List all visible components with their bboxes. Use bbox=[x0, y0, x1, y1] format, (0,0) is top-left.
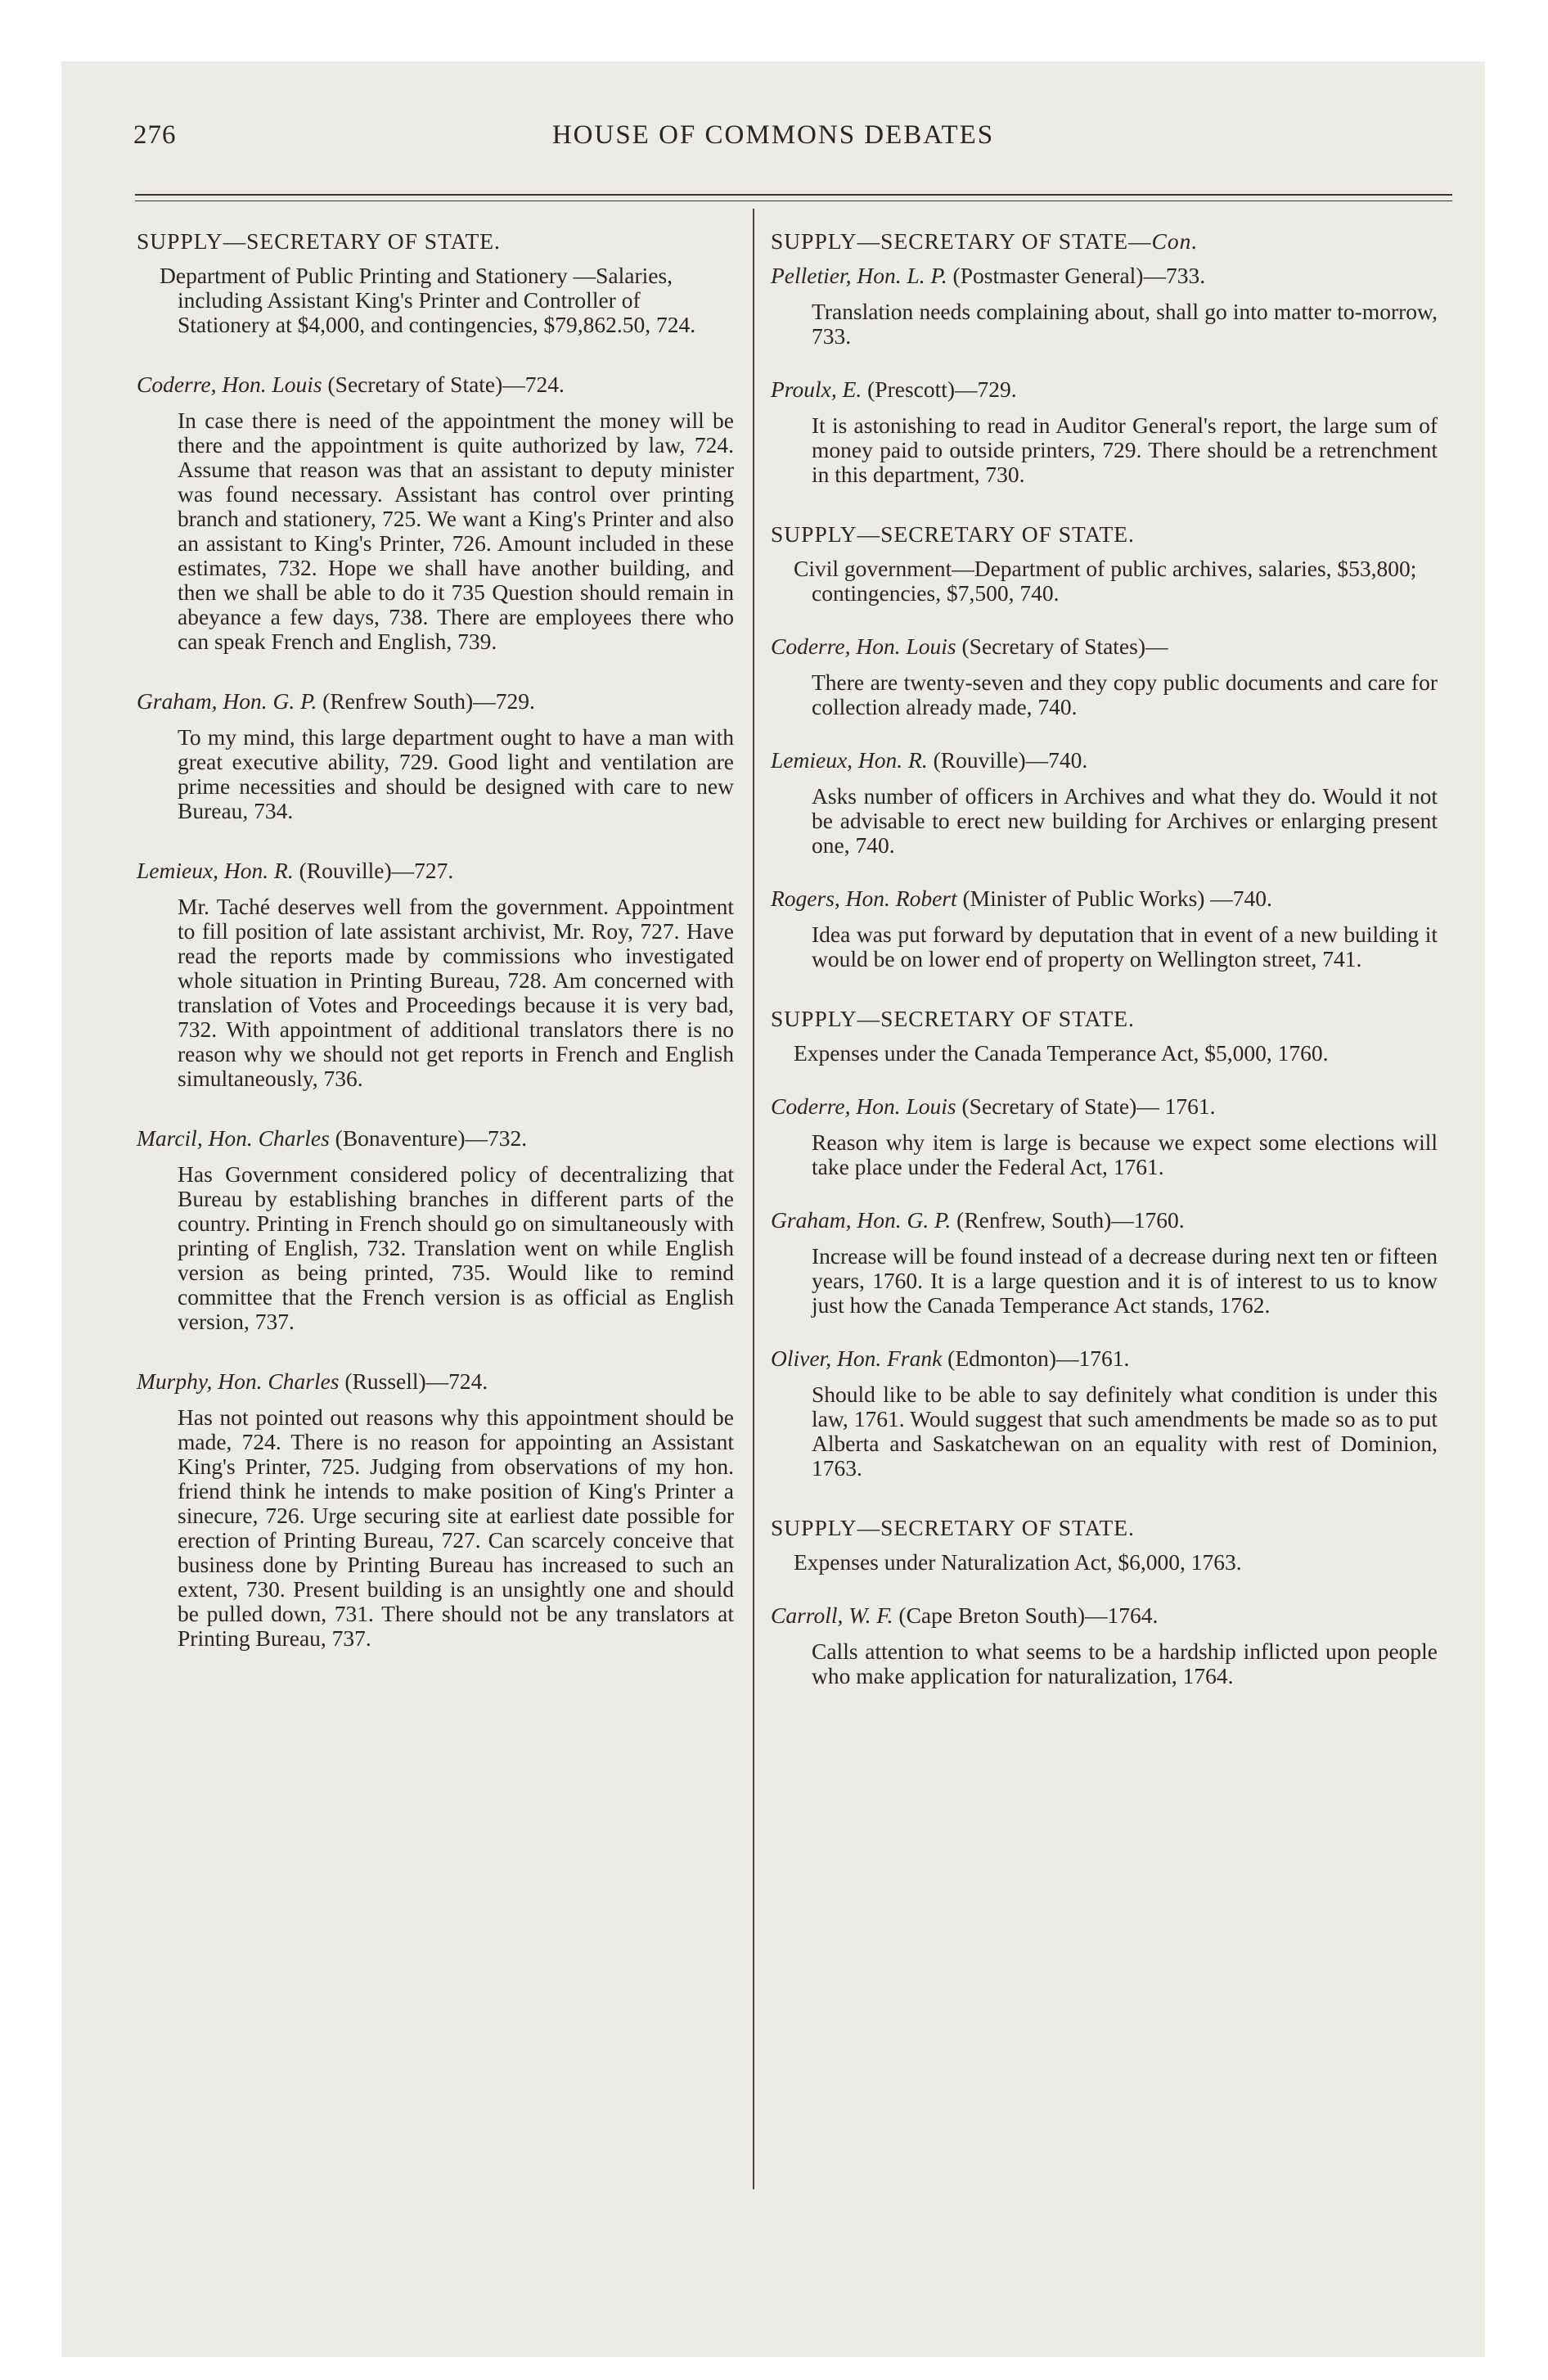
speaker-entry bbox=[771, 886, 1438, 971]
speaker-name: Proulx, E. bbox=[771, 376, 862, 402]
section-body: Expenses under the Canada Temperance Act, $5,000, 1760. bbox=[794, 1040, 1329, 1066]
section-heading: SUPPLY—SECRETARY OF STATE. bbox=[771, 1006, 1135, 1031]
speaker-entry bbox=[771, 377, 1438, 487]
speech-summary: Has not pointed out reasons why this appointment should be made, 724. There is no reason for appointing an Assistant King's Printer, 725. Judging from observations of my hon. friend think he intends to make position of King's Printer a sinecure, 726. Urge securing site at earliest date possible for erection of Printing Bureau, 727. Can scarcely conceive that business done by Printing Bureau has increased to such an extent, 730. Present building is an unsightly one and should be pulled down, 731. There should not be any translators at Printing Bureau, 737. bbox=[178, 1404, 734, 1651]
speaker-entry bbox=[137, 1126, 734, 1334]
speech-summary: In case there is need of the appointment the money will be there and the appointment is quite authorized by law, 724. Assume that reason was that an assistant to deputy minister was found necessary. Assistant has control over printing branch and stationery, 725. We want a King's Printer and also an assistant to King's Printer, 726. Amount included in these estimates, 732. Hope we shall have another building, and then we shall be able to do it 735 Question should remain in abeyance a few days, 738. There are employees there who can speak French and English, 739. bbox=[178, 408, 734, 654]
speaker-entry bbox=[771, 1603, 1438, 1688]
speaker-entry bbox=[771, 1208, 1438, 1318]
speaker-role: (Rouville)—727. bbox=[293, 858, 454, 883]
speaker-entry bbox=[137, 1369, 734, 1651]
speech-summary: Increase will be found instead of a decrease during next ten or fifteen years, 1760. It is a large question and it is of interest to us to know just how the Canada Temperance Act stands, 1762. bbox=[812, 1243, 1438, 1318]
speaker-name: Carroll, W. F. bbox=[771, 1602, 893, 1628]
header-rule bbox=[135, 194, 1452, 196]
speaker-line bbox=[137, 1126, 734, 1151]
speech-summary: Asks number of officers in Archives and what they do. Would it not be advisable to erect new building for Archives or enlarging present one, 740. bbox=[812, 783, 1438, 858]
speech-summary: Translation needs complaining about, shall go into matter to-morrow, 733. bbox=[812, 299, 1438, 349]
speaker-entry bbox=[137, 859, 734, 1091]
speaker-line bbox=[137, 372, 734, 397]
speaker-line bbox=[771, 377, 1438, 402]
speaker-name: Marcil, Hon. Charles bbox=[137, 1125, 330, 1151]
speaker-line bbox=[771, 1208, 1438, 1233]
section-heading-text: SUPPLY—SECRETARY OF STATE— bbox=[771, 228, 1152, 254]
speaker-name: Lemieux, Hon. R. bbox=[137, 858, 294, 883]
speaker-name: Coderre, Hon. Louis bbox=[137, 372, 322, 397]
speaker-line bbox=[771, 264, 1438, 288]
speech-summary: To my mind, this large department ought to have a man with great executive ability, 729. Good light and ventilation are prime necessities and should be designed with care to new Bureau, 734. bbox=[178, 724, 734, 823]
speech-summary: Mr. Taché deserves well from the government. Appointment to fill position of late assistant archivist, Mr. Roy, 727. Have read the reports made by commissions who investigated whole situation in Printing Bureau, 728. Am concerned with translation of Votes and Proceedings because it is very bad, 732. With appointment of additional translators there is no reason why we should not get reports in French and English simultaneously, 736. bbox=[178, 894, 734, 1091]
speaker-entry bbox=[771, 264, 1438, 349]
speaker-name: Lemieux, Hon. R. bbox=[771, 747, 928, 773]
section-heading: SUPPLY—SECRETARY OF STATE. bbox=[137, 228, 501, 254]
speaker-role: (Prescott)—729. bbox=[862, 376, 1017, 402]
speaker-line bbox=[771, 748, 1438, 773]
speaker-entry bbox=[771, 1346, 1438, 1481]
left-column bbox=[137, 229, 734, 1651]
speaker-role: (Rouville)—740. bbox=[927, 747, 1088, 773]
speech-summary: There are twenty-seven and they copy public documents and care for collection already made, 740. bbox=[812, 669, 1438, 719]
speaker-line bbox=[771, 886, 1438, 911]
speaker-line bbox=[137, 689, 734, 714]
section-heading: SUPPLY—SECRETARY OF STATE. bbox=[771, 1515, 1135, 1540]
speaker-role: (Edmonton)—1761. bbox=[942, 1346, 1130, 1371]
section-body: Expenses under Naturalization Act, $6,000, 1763. bbox=[794, 1549, 1242, 1575]
speaker-role: (Bonaventure)—732. bbox=[329, 1125, 528, 1151]
speech-summary: It is astonishing to read in Auditor General's report, the large sum of money paid to outside printers, 729. There should be a retrenchment in this department, 730. bbox=[812, 412, 1438, 487]
speaker-role: (Renfrew South)—729. bbox=[317, 688, 535, 714]
speech-summary: Should like to be able to say definitely what condition is under this law, 1761. Would suggest that such amendments be made so as to put Alberta and Saskatchewan on an equality with rest of Dominion, 1763. bbox=[812, 1382, 1438, 1481]
speaker-role: (Secretary of States)— bbox=[956, 633, 1168, 659]
speaker-role: (Russell)—724. bbox=[339, 1368, 488, 1394]
speaker-role: (Renfrew, South)—1760. bbox=[951, 1207, 1185, 1233]
speaker-name: Graham, Hon. G. P. bbox=[137, 688, 317, 714]
speaker-role: (Minister of Public Works) —740. bbox=[956, 886, 1272, 911]
speaker-name: Coderre, Hon. Louis bbox=[771, 633, 956, 659]
section-body: Civil government—Department of public archives, salaries, $53,800; contingencies, $7,500, 740. bbox=[794, 556, 1417, 606]
speaker-name: Coderre, Hon. Louis bbox=[771, 1093, 956, 1119]
speaker-line bbox=[771, 1603, 1438, 1628]
speaker-entry bbox=[771, 1094, 1438, 1179]
continued-marker: Con. bbox=[1151, 228, 1199, 254]
speaker-role: (Secretary of State)— 1761. bbox=[956, 1093, 1216, 1119]
speaker-name: Pelletier, Hon. L. P. bbox=[771, 263, 947, 288]
speech-summary: Reason why item is large is because we expect some elections will take place under the Federal Act, 1761. bbox=[812, 1129, 1438, 1179]
page-number: 276 bbox=[133, 120, 177, 150]
speech-summary: Calls attention to what seems to be a hardship inflicted upon people who make application for naturalization, 1764. bbox=[812, 1639, 1438, 1688]
speaker-role: (Secretary of State)—724. bbox=[322, 372, 565, 397]
speaker-entry bbox=[137, 372, 734, 654]
column-divider bbox=[753, 209, 754, 2189]
running-title: HOUSE OF COMMONS DEBATES bbox=[551, 120, 995, 150]
speaker-line bbox=[771, 634, 1438, 659]
document-page bbox=[61, 61, 1485, 2357]
page-header bbox=[61, 120, 1485, 161]
speaker-name: Graham, Hon. G. P. bbox=[771, 1207, 952, 1233]
section-heading: SUPPLY—SECRETARY OF STATE. bbox=[771, 521, 1135, 547]
section-body: Department of Public Printing and Stationery —Salaries, including Assistant King's Printer and Controller of Stationery at $4,000, and contingencies, $79,862.50, 724. bbox=[160, 263, 696, 337]
speaker-name: Murphy, Hon. Charles bbox=[137, 1368, 340, 1394]
speaker-line bbox=[771, 1094, 1438, 1119]
speaker-role: (Postmaster General)—733. bbox=[947, 263, 1206, 288]
speaker-line bbox=[137, 859, 734, 883]
speech-summary: Idea was put forward by deputation that in event of a new building it would be on lower end of property on Wellington street, 741. bbox=[812, 922, 1438, 971]
speech-summary: Has Government considered policy of decentralizing that Bureau by establishing branches in different parts of the country. Printing in French should go on simultaneously with printing of English, 732. Translation went on while English version as being printed, 735. Would like to remind committee that the French version is as official as English version, 737. bbox=[178, 1161, 734, 1334]
speaker-role: (Cape Breton South)—1764. bbox=[893, 1602, 1159, 1628]
speaker-entry bbox=[771, 634, 1438, 719]
speaker-entry bbox=[771, 748, 1438, 858]
speaker-line bbox=[771, 1346, 1438, 1371]
speaker-entry bbox=[137, 689, 734, 823]
speaker-line bbox=[137, 1369, 734, 1394]
speaker-name: Rogers, Hon. Robert bbox=[771, 886, 957, 911]
right-column bbox=[771, 229, 1438, 1688]
continued-section-heading bbox=[771, 229, 1438, 254]
speaker-name: Oliver, Hon. Frank bbox=[771, 1346, 943, 1371]
